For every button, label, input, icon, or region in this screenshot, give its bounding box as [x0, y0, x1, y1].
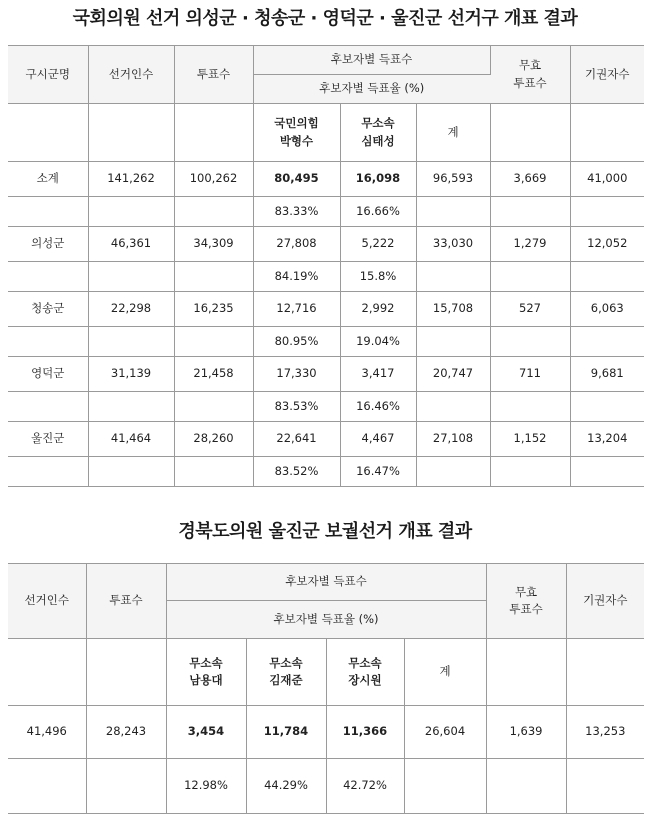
header-abstentions: 기권자수 — [570, 46, 644, 104]
district-name: 소계 — [8, 162, 88, 197]
table-row — [8, 292, 644, 327]
blank-cell — [174, 392, 253, 422]
invalid-votes: 711 — [490, 357, 570, 392]
blank-cell — [490, 457, 570, 487]
blank-cell — [570, 104, 644, 162]
electorate-value: 22,298 — [88, 292, 174, 327]
header-invalid-votes: 무효 투표수 — [490, 46, 570, 104]
abstentions: 9,681 — [570, 357, 644, 392]
header-abstentions: 기권자수 — [566, 564, 644, 639]
electorate-value: 141,262 — [88, 162, 174, 197]
abstentions: 13,253 — [566, 706, 644, 759]
electorate-value: 41,496 — [8, 706, 86, 759]
district-name: 울진군 — [8, 422, 88, 457]
blank-cell — [416, 262, 490, 292]
candidate-2-rate: 15.8% — [340, 262, 416, 292]
rate-row — [8, 262, 644, 292]
blank-cell — [174, 104, 253, 162]
blank-cell — [416, 197, 490, 227]
candidate-2-votes: 16,098 — [340, 162, 416, 197]
invalid-votes: 1,152 — [490, 422, 570, 457]
votes-value: 21,458 — [174, 357, 253, 392]
district-name: 청송군 — [8, 292, 88, 327]
invalid-votes: 1,279 — [490, 227, 570, 262]
header-candidate-rate: 후보자별 득표율 (%) — [253, 75, 490, 104]
candidate-3-rate: 42.72% — [326, 759, 404, 814]
header-votes: 투표수 — [174, 46, 253, 104]
candidate-2-header: 무소속 심태성 — [340, 104, 416, 162]
total-votes: 27,108 — [416, 422, 490, 457]
abstentions: 12,052 — [570, 227, 644, 262]
blank-cell — [570, 392, 644, 422]
blank-cell — [490, 262, 570, 292]
blank-cell — [490, 327, 570, 357]
blank-cell — [174, 457, 253, 487]
district-name: 의성군 — [8, 227, 88, 262]
votes-value: 100,262 — [174, 162, 253, 197]
header-candidate-votes: 후보자별 득표수 — [166, 564, 486, 601]
table-row — [8, 227, 644, 262]
district-name: 영덕군 — [8, 357, 88, 392]
blank-cell — [174, 262, 253, 292]
total-votes: 26,604 — [404, 706, 486, 759]
electorate-value: 31,139 — [88, 357, 174, 392]
candidate-1-rate: 80.95% — [253, 327, 340, 357]
candidate-2-votes: 2,992 — [340, 292, 416, 327]
candidate-2-header: 무소속 김재준 — [246, 639, 326, 706]
invalid-votes: 3,669 — [490, 162, 570, 197]
blank-cell — [8, 104, 88, 162]
total-votes: 20,747 — [416, 357, 490, 392]
blank-cell — [416, 457, 490, 487]
total-votes: 33,030 — [416, 227, 490, 262]
blank-cell — [404, 759, 486, 814]
candidate-2-rate: 44.29% — [246, 759, 326, 814]
blank-cell — [570, 197, 644, 227]
candidate-2-rate: 16.66% — [340, 197, 416, 227]
blank-cell — [490, 197, 570, 227]
rate-row — [8, 197, 644, 227]
candidate-2-votes: 5,222 — [340, 227, 416, 262]
blank-cell — [88, 197, 174, 227]
electorate-value: 41,464 — [88, 422, 174, 457]
header-electorate: 선거인수 — [8, 564, 86, 639]
blank-cell — [8, 262, 88, 292]
blank-cell — [88, 457, 174, 487]
candidate-1-rate: 83.53% — [253, 392, 340, 422]
total-votes: 96,593 — [416, 162, 490, 197]
invalid-votes: 527 — [490, 292, 570, 327]
votes-value: 28,260 — [174, 422, 253, 457]
blank-cell — [8, 639, 86, 706]
blank-cell — [8, 197, 88, 227]
abstentions: 13,204 — [570, 422, 644, 457]
table-row — [8, 162, 644, 197]
blank-cell — [566, 639, 644, 706]
blank-cell — [490, 104, 570, 162]
votes-value: 34,309 — [174, 227, 253, 262]
votes-value: 16,235 — [174, 292, 253, 327]
sum-header: 계 — [416, 104, 490, 162]
candidate-1-votes: 3,454 — [166, 706, 246, 759]
blank-cell — [8, 759, 86, 814]
electorate-value: 46,361 — [88, 227, 174, 262]
candidate-3-votes: 11,366 — [326, 706, 404, 759]
candidate-2-votes: 4,467 — [340, 422, 416, 457]
header-district: 구시군명 — [8, 46, 88, 104]
invalid-votes: 1,639 — [486, 706, 566, 759]
blank-cell — [490, 392, 570, 422]
blank-cell — [88, 327, 174, 357]
candidate-2-votes: 11,784 — [246, 706, 326, 759]
abstentions: 6,063 — [570, 292, 644, 327]
candidate-1-votes: 27,808 — [253, 227, 340, 262]
candidate-1-rate: 83.33% — [253, 197, 340, 227]
blank-cell — [416, 392, 490, 422]
blank-cell — [570, 457, 644, 487]
blank-cell — [416, 327, 490, 357]
table-row — [8, 357, 644, 392]
provincial-byelection-results-table — [8, 563, 644, 814]
candidate-1-votes: 22,641 — [253, 422, 340, 457]
candidate-1-header: 무소속 남용대 — [166, 639, 246, 706]
header-invalid-votes: 무효 투표수 — [486, 564, 566, 639]
blank-cell — [86, 639, 166, 706]
blank-cell — [8, 457, 88, 487]
blank-cell — [88, 262, 174, 292]
candidate-1-rate: 83.52% — [253, 457, 340, 487]
rate-row — [8, 457, 644, 487]
candidate-2-rate: 19.04% — [340, 327, 416, 357]
blank-cell — [570, 262, 644, 292]
blank-cell — [486, 759, 566, 814]
table1-title: 국회의원 선거 의성군 · 청송군 · 영덕군 · 울진군 선거구 개표 결과 — [72, 8, 578, 29]
header-electorate: 선거인수 — [88, 46, 174, 104]
total-votes: 15,708 — [416, 292, 490, 327]
candidate-2-rate: 16.47% — [340, 457, 416, 487]
header-votes: 투표수 — [86, 564, 166, 639]
votes-value: 28,243 — [86, 706, 166, 759]
abstentions: 41,000 — [570, 162, 644, 197]
rate-row — [8, 392, 644, 422]
table2-title: 경북도의원 울진군 보궐선거 개표 결과 — [178, 521, 472, 542]
candidate-1-votes: 12,716 — [253, 292, 340, 327]
candidate-2-votes: 3,417 — [340, 357, 416, 392]
header-candidate-votes: 후보자별 득표수 — [253, 46, 490, 75]
blank-cell — [8, 327, 88, 357]
blank-cell — [566, 759, 644, 814]
rate-row — [8, 327, 644, 357]
candidate-1-rate: 12.98% — [166, 759, 246, 814]
blank-cell — [86, 759, 166, 814]
table-row — [8, 706, 644, 759]
blank-cell — [8, 392, 88, 422]
candidate-2-rate: 16.46% — [340, 392, 416, 422]
candidate-1-votes: 17,330 — [253, 357, 340, 392]
rate-row — [8, 759, 644, 814]
national-assembly-results-table — [8, 45, 644, 487]
blank-cell — [88, 104, 174, 162]
table-row — [8, 422, 644, 457]
header-candidate-rate: 후보자별 득표율 (%) — [166, 601, 486, 639]
sum-header: 계 — [404, 639, 486, 706]
blank-cell — [486, 639, 566, 706]
blank-cell — [570, 327, 644, 357]
blank-cell — [88, 392, 174, 422]
blank-cell — [174, 197, 253, 227]
candidate-1-header: 국민의힘 박형수 — [253, 104, 340, 162]
candidate-3-header: 무소속 장시원 — [326, 639, 404, 706]
candidate-1-votes: 80,495 — [253, 162, 340, 197]
blank-cell — [174, 327, 253, 357]
candidate-1-rate: 84.19% — [253, 262, 340, 292]
